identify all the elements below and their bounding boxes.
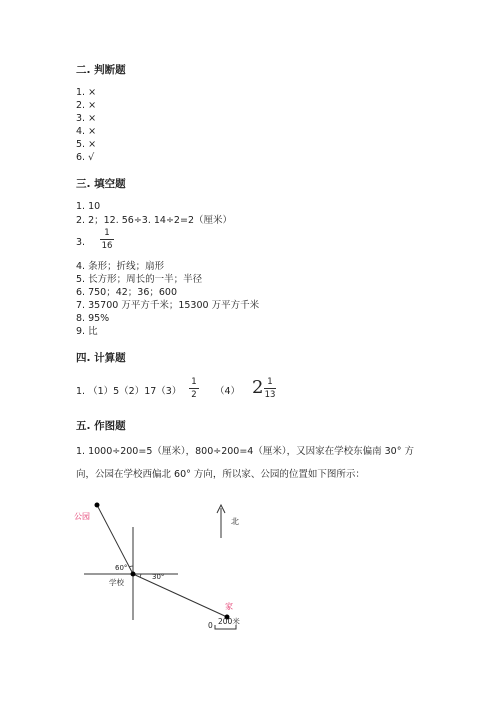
fraction-numerator: 1 <box>104 228 110 238</box>
section-title-drawing: 五. 作图题 <box>76 420 126 432</box>
park-label: 公园 <box>74 512 90 521</box>
answer-line: 1. × <box>76 87 97 98</box>
line-to-home <box>133 574 227 617</box>
fraction-denominator: 16 <box>101 241 113 251</box>
answer-line: 4. × <box>76 126 97 137</box>
fraction-denominator: 13 <box>264 390 276 400</box>
answer-line: 6. 750；42；36；600 <box>76 287 178 298</box>
answer-line: 向，公园在学校西偏北 60° 方向，所以家、公园的位置如下图所示： <box>76 469 365 480</box>
angle-label-60: 60° <box>115 564 128 572</box>
answer-line: 2. × <box>76 100 97 111</box>
section-title-judgment: 二. 判断题 <box>76 64 126 76</box>
scale-label: 200米 <box>218 617 240 626</box>
answer-line: 7. 35700 万平方千米；15300 万平方千米 <box>76 300 260 311</box>
home-label: 家 <box>225 602 233 611</box>
fraction-numerator: 1 <box>191 377 197 387</box>
fraction-numerator: 1 <box>267 377 273 387</box>
answer-line: 8. 95% <box>76 313 110 324</box>
angle-label-30: 30° <box>152 573 165 581</box>
answer-line: 5. 长方形；周长的一半；半径 <box>76 274 203 285</box>
answer-line: （4） <box>215 386 241 397</box>
answer-line: 6. √ <box>76 152 95 163</box>
answer-line: 9. 比 <box>76 326 98 337</box>
north-label: 北 <box>231 517 239 526</box>
answer-line: 1. 1000÷200=5（厘米），800÷200=4（厘米），又因家在学校东偏南 30° 方 <box>76 446 414 457</box>
mixed-number-whole: 2 <box>252 377 264 398</box>
angle-arc-60 <box>129 566 133 567</box>
fraction-denominator: 2 <box>191 390 197 400</box>
answer-line: 3. <box>76 237 86 248</box>
park-point <box>95 503 100 508</box>
answer-line: 1. 10 <box>76 201 101 212</box>
answer-line: 2. 2；12. 56÷3. 14÷2=2（厘米） <box>76 215 232 226</box>
section-title-calculation: 四. 计算题 <box>76 352 126 364</box>
answer-line: 5. × <box>76 139 97 150</box>
answer-line: 1. （1）5（2）17（3） <box>76 386 182 397</box>
answer-line: 3. × <box>76 113 97 124</box>
section-title-fill-blank: 三. 填空题 <box>76 178 126 190</box>
scale-zero-label: 0 <box>208 621 213 630</box>
school-point <box>131 572 136 577</box>
school-label: 学校 <box>109 578 124 587</box>
answer-line: 4. 条形；折线；扇形 <box>76 261 165 272</box>
